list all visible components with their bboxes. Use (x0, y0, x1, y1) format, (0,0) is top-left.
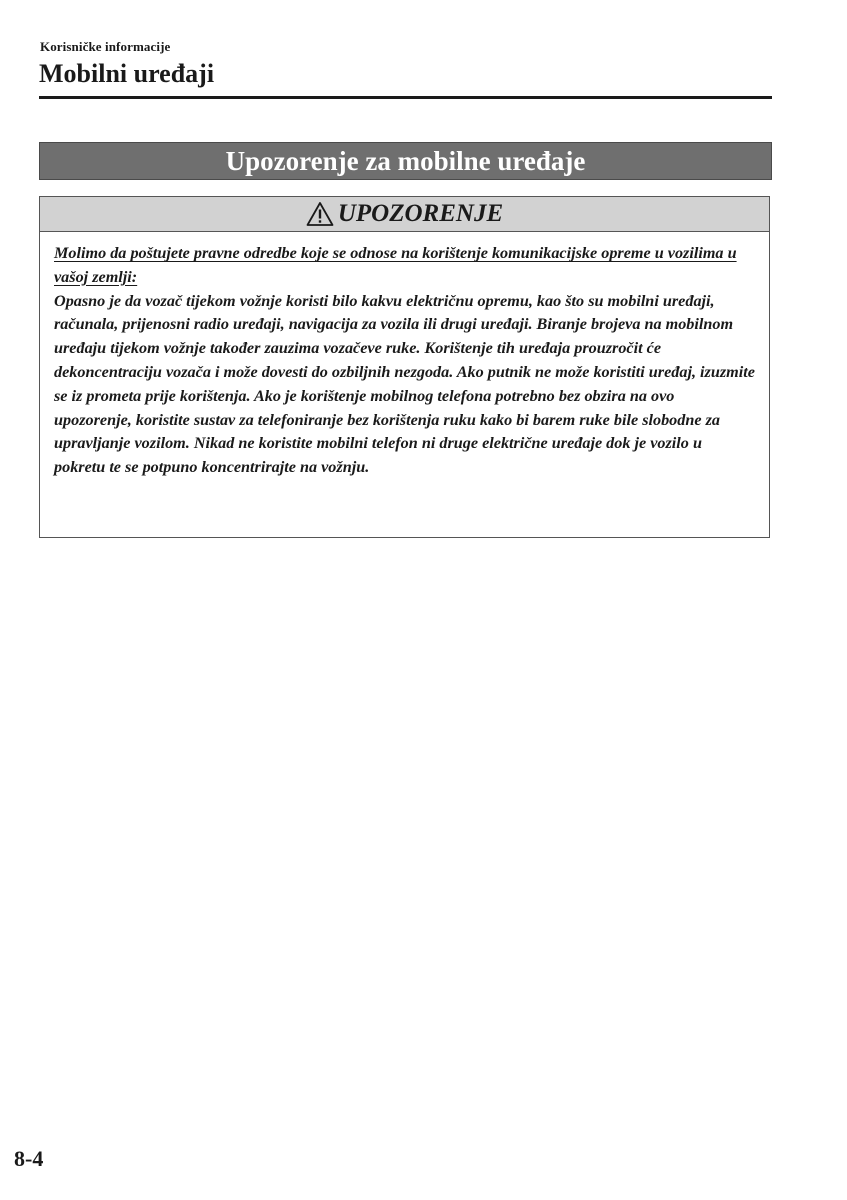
warning-box (39, 196, 770, 538)
title-divider (39, 96, 772, 99)
warning-label: UPOZORENJE (337, 200, 504, 227)
section-banner (39, 142, 772, 180)
warning-lead-text: Molimo da poštujete pravne odredbe koje se odnose na korištenje komunikacijske opreme u vozilima u vašoj zemlji: (54, 244, 737, 286)
warning-header (40, 197, 769, 232)
section-title: Upozorenje za mobilne uređaje (225, 146, 586, 176)
warning-body (40, 232, 769, 480)
page-title: Mobilni uređaji (39, 59, 215, 88)
warning-triangle-icon (306, 201, 334, 227)
warning-body-text: Opasno je da vozač tijekom vožnje koristi bilo kakvu električnu opremu, kao što su mobilni uređaji, računala, prijenosni radio uređaji, navigacija za vozila ili drugi uređaji. Biranje brojeva na mobilnom uređaju tijekom vožnje također zauzima vozačeve ruke. Korištenje tih uređaja prouzročit će dekoncentraciju vozača i može dovesti do ozbiljnih nezgoda. Ako putnik ne može koristiti uređaj, izuzmite se iz prometa prije korištenja. Ako je korištenje mobilnog telefona potrebno bez obzira na ovo upozorenje, koristite sustav za telefoniranje bez korištenja ruku kako bi barem ruke bile slobodne za upravljanje vozilom. Nikad ne koristite mobilni telefon ni druge električne uređaje dok je vozilo u pokretu te se potpuno koncentrirajte na vožnju. (54, 291, 755, 477)
breadcrumb: Korisničke informacije (40, 39, 171, 54)
page-number: 8-4 (14, 1146, 44, 1171)
